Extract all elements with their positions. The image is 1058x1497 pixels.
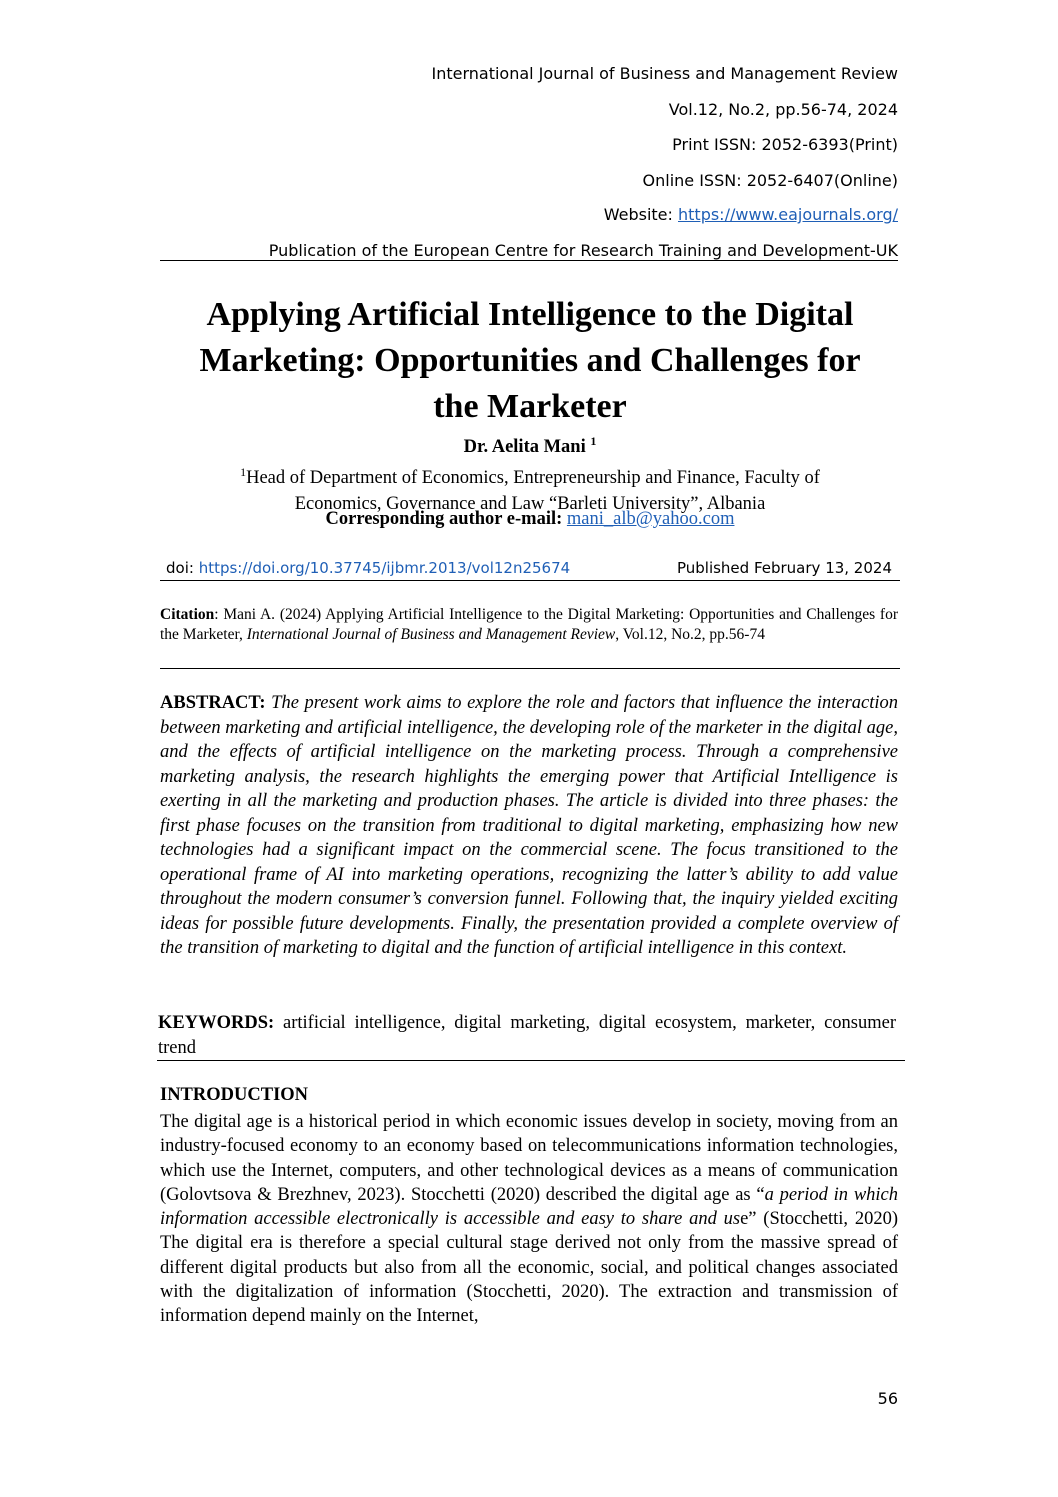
email-link[interactable]: mani_alb@yahoo.com [566,509,735,529]
website-link[interactable]: https://www.eajournals.org/ [678,205,898,224]
citation [160,605,898,645]
title-line: Applying Artificial Intelligence to the Digital [206,296,854,333]
citation-text-end: , Vol.12, No.2, pp.56-74 [615,626,765,643]
keywords-rule [157,1060,905,1061]
intro-paragraph: The digital age is a historical period in which economic issues develop in society, moving from an industry-focused economy to an economy based on telecommunications information technologies, which use the Internet, computers, and other technological devices as a means of communication (Golovtsova & Brezhnev, 2023). Stocchetti (2020) described the digital age as “ [160,1112,898,1205]
publication-line: Publication of the European Centre for Research Training and Development-UK [268,241,898,260]
citation-text: : Mani A. (2024) Applying Artificial Intelligence to the Digital Marketing: Opportunities and Challenges for the Marketer, [160,606,898,643]
abstract-text: The present work aims to explore the role and factors that influence the interaction between marketing and artificial intelligence, the developing role of the marketer in the digital age, and the effects of artificial intelligence on the marketing process. Through a comprehensive marketing analysis, the research highlights the emerging power that Artificial Intelligence is exerting in all the marketing and production phases. The article is divided into three phases: the first phase focuses on the transition from traditional to digital marketing, emphasizing how new technologies had a significant impact on the commercial scene. The focus transitioned to the operational frame of AI into marketing operations, recognizing the latter’s ability to add value throughout the modern consumer’s conversion funnel. Following that, the inquiry yielded exciting ideas for possible future developments. Finally, the presentation provided a complete overview of the transition of marketing to digital and the function of artificial intelligence in this context. [160,693,899,958]
doi-link[interactable]: https://doi.org/10.37745/ijbmr.2013/vol12n25674 [198,559,571,577]
online-issn: Online ISSN: 2052-6407(Online) [642,171,898,190]
website-line [604,205,898,224]
keywords-text: artificial intelligence, digital marketing, digital ecosystem, marketer, consumer trend [158,1013,896,1058]
citation-journal: International Journal of Business and Management Review [246,626,616,643]
affiliation-line: Economics, Governance and Law “Barleti University”, Albania [294,494,766,515]
title-line: the Marketer [433,388,627,425]
abstract [160,691,898,961]
affiliation-sup: 1 [240,465,247,479]
website-label: Website: [603,205,673,224]
volume-info: Vol.12, No.2, pp.56-74, 2024 [668,100,898,119]
doi-line [166,559,570,577]
author-sup: 1 [590,434,597,448]
keywords [158,1011,896,1060]
published-date: Published February 13, 2024 [676,559,892,577]
affiliation-line: Head of Department of Economics, Entrepreneurship and Finance, Faculty of [246,468,820,489]
corresponding-label: Corresponding author e-mail: [325,509,563,529]
page-number: 56 [877,1389,898,1408]
author-name: Dr. Aelita Mani [463,437,586,458]
paper-title [140,292,920,430]
author-line [130,434,930,458]
header-rule [160,260,898,261]
doi-rule [160,580,900,581]
citation-label: Citation [160,606,215,623]
doi-label: doi: [166,559,194,577]
introduction-heading: INTRODUCTION [160,1085,309,1105]
corresponding-author [130,509,930,530]
intro-paragraph-cont: e” (Stocchetti, 2020) The digital era is therefore a special cultural stage derived not only from the massive spread of different digital products but also from all the economic, social, and political changes associated with the digitalization of information (Stocchetti, 2020). The extraction and transmission of information depend mainly on the Internet, [160,1209,898,1327]
abstract-label: ABSTRACT: [160,693,266,713]
print-issn: Print ISSN: 2052-6393(Print) [672,135,898,154]
citation-rule [160,668,900,669]
intro-quote: a period in which information accessible electronically is accessible and easy to share and us [160,1184,899,1230]
keywords-label: KEYWORDS: [158,1013,275,1033]
title-line: Marketing: Opportunities and Challenges for [199,342,861,379]
journal-name: International Journal of Business and Management Review [431,64,898,83]
introduction-text [160,1110,898,1329]
